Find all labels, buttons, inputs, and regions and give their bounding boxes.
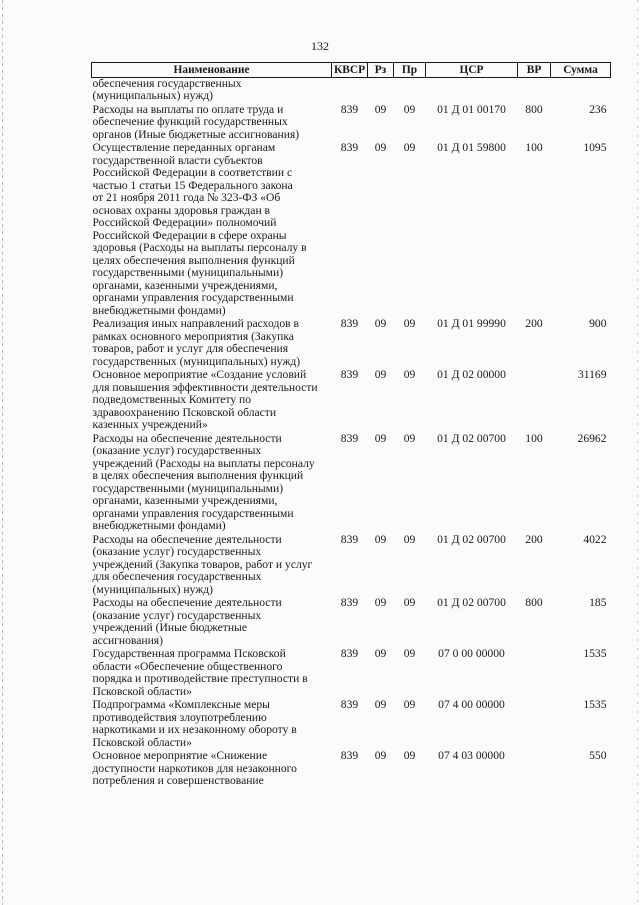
cell-sum: 31169 xyxy=(577,368,607,381)
cell-vr xyxy=(518,750,551,789)
budget-table xyxy=(91,62,611,789)
cell-vr xyxy=(518,648,551,699)
cell-csr: 07 4 03 00000 xyxy=(438,749,505,762)
cell-rz xyxy=(368,77,394,104)
cell-sum xyxy=(551,77,611,104)
cell-vr: 100 xyxy=(525,141,543,154)
cell-name: Основное мероприятие «Снижение доступности наркотиков для незаконного потребления и совершенствование xyxy=(92,749,297,787)
cell-csr: 01 Д 01 99990 xyxy=(437,317,506,330)
table-row xyxy=(92,597,611,648)
cell-name: Государственная программа Псковской области «Обеспечение общественного порядка и противодействие преступности в Псковской области» xyxy=(92,647,308,698)
cell-rz: 09 xyxy=(374,317,387,330)
table-row xyxy=(92,433,611,534)
cell-rz: 09 xyxy=(374,102,387,116)
cell-pr: 09 xyxy=(403,749,416,762)
cell-pr: 09 xyxy=(403,647,416,660)
cell-kvsr: 839 xyxy=(340,141,359,154)
cell-name: Расходы на обеспечение деятельности (оказание услуг) государственных учреждений (Расходы на выплаты персоналу в целях обеспечения выполнения функций государственными (муниципальными) органами, казенными учреждениями, органами управления государственными внебюджетными фондами) xyxy=(92,431,315,532)
cell-vr: 100 xyxy=(525,431,543,445)
cell-kvsr: 839 xyxy=(340,532,359,546)
cell-name: Расходы на обеспечение деятельности (оказание услуг) государственных учреждений (Закупка товаров, работ и услуг для обеспечения государственных (муниципальных) нужд) xyxy=(92,532,313,596)
cell-pr xyxy=(394,77,426,104)
table-body xyxy=(92,77,611,789)
table-row xyxy=(92,77,611,104)
cell-sum: 1535 xyxy=(583,647,607,660)
cell-vr xyxy=(518,699,551,750)
cell-kvsr: 839 xyxy=(340,431,359,445)
cell-kvsr: 839 xyxy=(340,647,359,660)
table-row xyxy=(92,369,611,433)
table-row xyxy=(92,142,611,318)
cell-vr: 800 xyxy=(525,102,543,116)
cell-csr: 01 Д 02 00700 xyxy=(437,596,506,609)
cell-csr: 01 Д 02 00000 xyxy=(437,368,506,381)
cell-vr xyxy=(518,369,551,433)
cell-pr: 09 xyxy=(403,532,416,546)
cell-rz: 09 xyxy=(374,431,387,445)
cell-name: Расходы на обеспечение деятельности (оказание услуг) государственных учреждений (Иные бюджетные ассигнования) xyxy=(92,596,282,647)
cell-csr: 01 Д 01 00170 xyxy=(437,102,506,116)
cell-csr: 01 Д 01 59800 xyxy=(437,141,506,154)
cell-rz: 09 xyxy=(374,368,387,381)
cell-csr: 07 4 00 00000 xyxy=(438,698,505,711)
cell-sum: 236 xyxy=(589,102,607,116)
cell-sum: 26962 xyxy=(577,431,607,445)
cell-kvsr xyxy=(332,77,368,104)
cell-vr xyxy=(518,77,551,104)
cell-pr: 09 xyxy=(403,368,416,381)
table-row xyxy=(92,534,611,598)
cell-sum: 1095 xyxy=(583,141,607,154)
scan-edge-right xyxy=(637,0,638,905)
cell-pr: 09 xyxy=(403,431,416,445)
page-number: 132 xyxy=(311,39,329,53)
cell-rz: 09 xyxy=(374,596,387,609)
cell-rz: 09 xyxy=(374,749,387,762)
cell-csr: 01 Д 02 00700 xyxy=(437,431,506,445)
table-row xyxy=(92,104,611,143)
cell-rz: 09 xyxy=(374,141,387,154)
cell-sum: 1535 xyxy=(583,698,607,711)
cell-name: Реализация иных направлений расходов в рамках основного мероприятия (Закупка товаров, работ и услуг для обеспечения государственных (муниципальных) нужд) xyxy=(92,317,301,368)
header-csr: ЦСР xyxy=(426,63,518,78)
cell-rz: 09 xyxy=(374,532,387,546)
cell-vr: 200 xyxy=(525,317,543,330)
cell-kvsr: 839 xyxy=(340,749,359,762)
cell-pr: 09 xyxy=(403,698,416,711)
cell-vr: 200 xyxy=(525,532,543,546)
cell-kvsr: 839 xyxy=(340,317,359,330)
cell-sum: 900 xyxy=(589,317,607,330)
scan-edge-left xyxy=(2,0,3,905)
cell-name: Подпрограмма «Комплексные меры противодействия злоупотреблению наркотиками и их незаконному обороту в Псковской области» xyxy=(92,698,297,749)
cell-rz: 09 xyxy=(374,698,387,711)
cell-name: Осуществление переданных органам государственной власти субъектов Российской Федерации в соответствии с частью 1 статьи 15 Федерального закона от 21 ноября 2011 года № 323-ФЗ «Об основах охраны здоровья граждан в Российской Федерации» полномочий Российской Федерации в сфере охраны здоровья (Расходы на выплаты персоналу в целях обеспечения выполнения функций государственными (муниципальными) органами, казенными учреждениями, органами управления государственными внебюджетными фондами) xyxy=(92,141,307,317)
cell-name: Основное мероприятие «Создание условий для повышения эффективности деятельности подведомственных Комитету по здравоохранению Псковской области казенных учреждений» xyxy=(92,368,318,431)
cell-rz: 09 xyxy=(374,647,387,660)
cell-csr: 01 Д 02 00700 xyxy=(437,532,506,546)
cell-pr: 09 xyxy=(403,596,416,609)
header-pr: Пр xyxy=(394,63,426,78)
cell-sum: 4022 xyxy=(583,532,607,546)
cell-csr: 07 0 00 00000 xyxy=(438,647,505,660)
cell-kvsr: 839 xyxy=(340,698,359,711)
cell-csr xyxy=(426,77,518,104)
cell-kvsr: 839 xyxy=(340,102,359,116)
table-header-row xyxy=(92,63,611,78)
header-vr: ВР xyxy=(518,63,551,78)
cell-pr: 09 xyxy=(403,317,416,330)
cell-pr: 09 xyxy=(403,141,416,154)
cell-kvsr: 839 xyxy=(340,596,359,609)
cell-sum: 185 xyxy=(589,596,607,609)
header-rz: Рз xyxy=(368,63,394,78)
cell-name: Расходы на выплаты по оплате труда и обеспечение функций государственных органов (Иные бюджетные ассигнования) xyxy=(92,102,300,141)
header-sum: Сумма xyxy=(551,63,611,78)
table-row xyxy=(92,648,611,699)
table-row xyxy=(92,699,611,750)
table-row xyxy=(92,318,611,369)
cell-sum: 550 xyxy=(589,749,607,762)
cell-pr: 09 xyxy=(403,102,416,116)
cell-kvsr: 839 xyxy=(340,368,359,381)
table-row xyxy=(92,750,611,789)
cell-vr: 800 xyxy=(525,596,543,609)
cell-name: обеспечения государственных (муниципальных) нужд) xyxy=(92,76,242,102)
header-name: Наименование xyxy=(92,63,332,78)
header-kvsr: КВСР xyxy=(332,63,368,78)
